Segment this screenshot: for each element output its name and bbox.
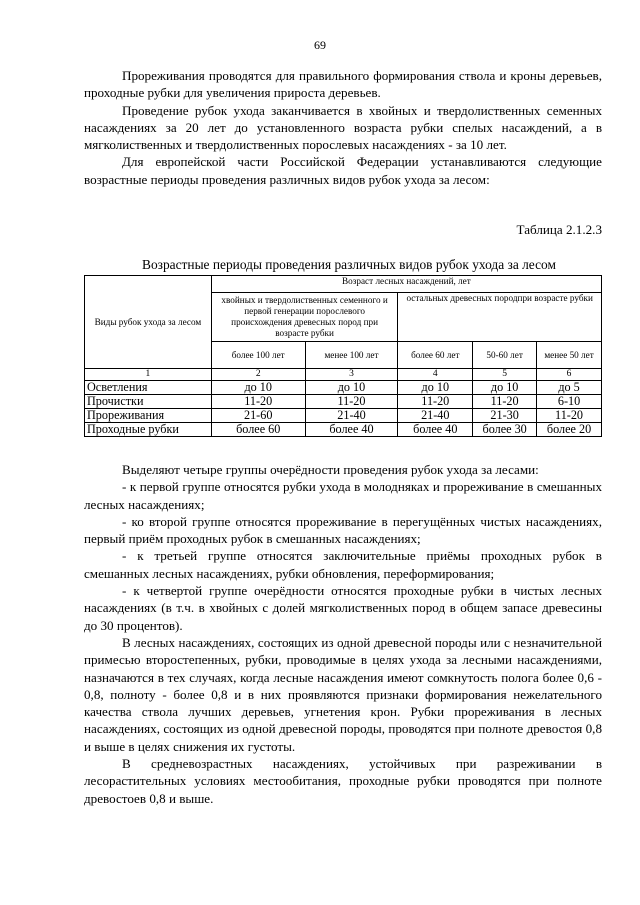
- age-periods-table: [84, 275, 602, 437]
- header-age: Возраст лесных насаждений, лет: [211, 276, 601, 293]
- table-row: [85, 423, 602, 437]
- paragraph: - к четвертой группе очерёдности относятся проходные рубки в чистых лесных насаждениях (в т.ч. в хвойных с долей мягколиственных пород в общем запасе древесины до 30 процентов).: [84, 583, 602, 633]
- paragraph: Выделяют четыре группы очерёдности проведения рубок ухода за лесами:: [122, 462, 539, 477]
- table-row: [85, 381, 602, 395]
- column-number: 1: [85, 369, 212, 381]
- paragraph: В средневозрастных насаждениях, устойчивых при разреживании в лесорастительных условиях местообитания, проходные рубки проводятся при полноте древостоев 0,8 и выше.: [84, 756, 602, 806]
- column-number: 2: [211, 369, 305, 381]
- table-cell: 21-40: [398, 409, 473, 423]
- table-cell: 11-20: [537, 409, 602, 423]
- table-cell: более 20: [537, 423, 602, 437]
- table-cell: до 10: [473, 381, 537, 395]
- column-header-type: Виды рубок ухода за лесом: [85, 276, 212, 369]
- paragraph: Для европейской части Российской Федерации устанавливаются следующие возрастные периоды проведения различных видов рубок ухода за лесом:: [84, 154, 602, 187]
- column-number: 5: [473, 369, 537, 381]
- paragraph: - к третьей группе относятся заключительные приёмы проходных рубок в смешанных лесных насаждениях, рубки обновления, переформирования;: [84, 548, 602, 581]
- row-label: Прореживания: [85, 409, 212, 423]
- body-text: [84, 461, 602, 807]
- subheader: 50-60 лет: [473, 342, 537, 369]
- table-cell: 11-20: [305, 395, 398, 409]
- intro-text: [84, 67, 602, 188]
- table-cell: 21-40: [305, 409, 398, 423]
- paragraph: - к первой группе относятся рубки ухода в молодняках и прореживание в смешанных лесных насаждениях;: [84, 479, 602, 512]
- table-cell: до 5: [537, 381, 602, 395]
- table-cell: до 10: [305, 381, 398, 395]
- table-cell: до 10: [398, 381, 473, 395]
- table-cell: 21-60: [211, 409, 305, 423]
- table-label: Таблица 2.1.2.3: [516, 222, 602, 237]
- table-title: Возрастные периоды проведения различных видов рубок ухода за лесом: [142, 257, 556, 272]
- subheader: более 60 лет: [398, 342, 473, 369]
- table-cell: 11-20: [398, 395, 473, 409]
- table-cell: более 60: [211, 423, 305, 437]
- paragraph: Прореживания проводятся для правильного формирования ствола и кроны деревьев, проходные рубки для увеличения прироста деревьев.: [84, 68, 602, 101]
- column-number: 6: [537, 369, 602, 381]
- paragraph: Проведение рубок ухода заканчивается в хвойных и твердолиственных семенных насаждениях за 20 лет до установленного возраста рубки спелых насаждений, а в мягколиственных и твердолиственных порослевых насаждениях - за 10 лет.: [84, 102, 602, 153]
- table-cell: более 40: [398, 423, 473, 437]
- table-cell: 11-20: [473, 395, 537, 409]
- subheader: менее 100 лет: [305, 342, 398, 369]
- table-row: [85, 409, 602, 423]
- row-label: Осветления: [85, 381, 212, 395]
- table-cell: 21-30: [473, 409, 537, 423]
- page-number: 69: [314, 38, 326, 52]
- header-group-other: остальных древесных породпри возрасте рубки: [398, 293, 602, 342]
- paragraph: В лесных насаждениях, состоящих из одной древесной породы или с незначительной примесью второстепенных, рубки, проводимые в целях ухода за лесными насаждениями, назначаются в тех случаях, когда лесные насаждения имеют сомкнутость полога более 0,6 - 0,8, полноту - более 0,8 и в них проявляются признаки формирования нежелательного качества ствола лучших деревьев, угнетения крон. Рубки прореживания в лесных насаждениях, состоящих из одной древесной породы, проводятся при полноте древостоя 0,8 и выше в целях снижения их густоты.: [84, 634, 602, 754]
- paragraph: - ко второй группе относятся прореживание в перегущённых чистых насаждениях, первый приём проходных рубок в смешанных насаждениях;: [84, 513, 602, 547]
- row-label: Прочистки: [85, 395, 212, 409]
- header-group-conifer: хвойных и твердолиственных семенного и первой генерации порослевого происхождения древесных пород при возрасте рубки: [211, 293, 398, 342]
- table-cell: до 10: [211, 381, 305, 395]
- row-label: Проходные рубки: [85, 423, 212, 437]
- column-number: 3: [305, 369, 398, 381]
- table-cell: более 30: [473, 423, 537, 437]
- subheader: менее 50 лет: [537, 342, 602, 369]
- subheader: более 100 лет: [211, 342, 305, 369]
- table-cell: 11-20: [211, 395, 305, 409]
- table-cell: более 40: [305, 423, 398, 437]
- table-cell: 6-10: [537, 395, 602, 409]
- column-number: 4: [398, 369, 473, 381]
- table-row: [85, 395, 602, 409]
